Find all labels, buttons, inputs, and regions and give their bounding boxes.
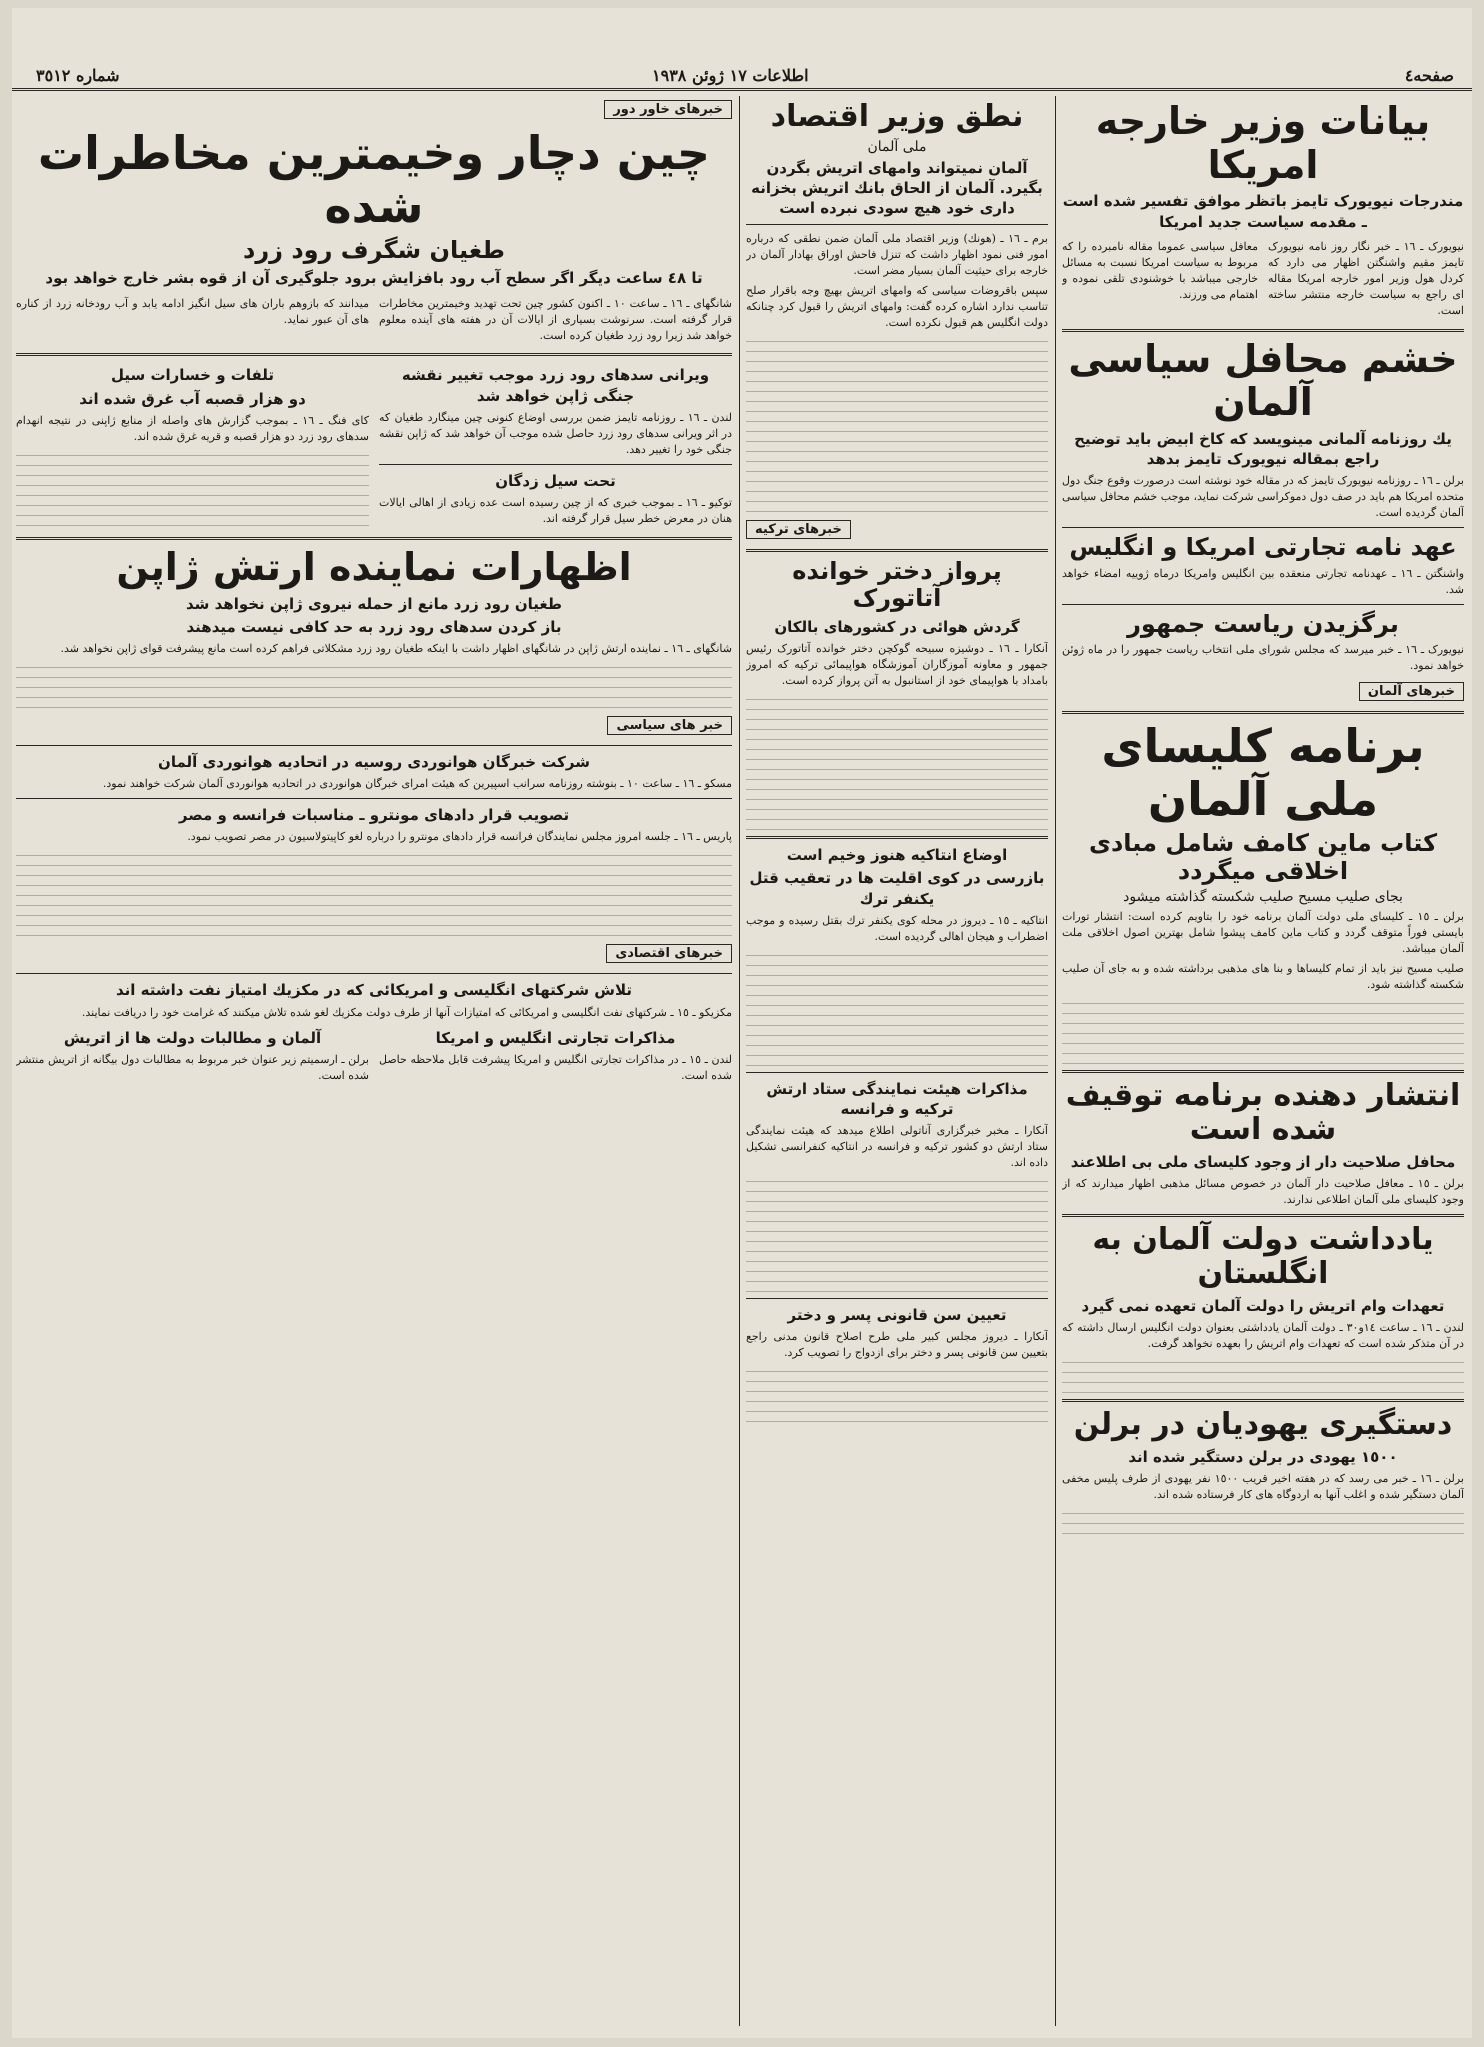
headline: یادداشت دولت آلمان به انگلستان	[1092, 1221, 1434, 1292]
headline: اوضاع انتاکیه هنوز وخیم است	[786, 846, 1008, 865]
newspaper-page	[12, 8, 1472, 2038]
paragraph: معافل سیاسی عموما مقاله نامبرده را که مربوط به سیاست امریکا نسبت به مسائل خارجی میباشد با خوشنودی تلقی نموده و اهتمام می ورزند.	[1062, 239, 1258, 301]
paragraph: آنکارا ـ مخبر خبرگزاری آناتولی اطلاع میدهد که هیئت نمایندگی ستاد ارتش دو کشور ترکیه و فرانسه در انتاکیه کنفرانسی تشکیل داده اند.	[746, 1124, 1048, 1170]
paragraph: نیویورک ـ ١٦ ـ خبر میرسد که مجلس شورای ملی انتخاب ریاست جمهور را در ماه ژوئن خواهد نمود.	[1062, 643, 1464, 673]
paragraph: آنکارا ـ ١٦ ـ دوشیزه سبیحه گوکچن دختر خوانده آتاتورک رئیس جمهور و معاونه آموزگاران آموزشگاه هواپیمائی ترکیه که امروز بامداد با هواپیمای خود از استانبول به آتن پرواز کرده است.	[746, 642, 1048, 688]
article-body	[16, 292, 732, 348]
paragraph: برلن ـ ١٥ ـ کلیسای ملی دولت آلمان برنامه خود را بتاویم کرده است: انتشار تورات بایستی فوراً متوقف گردد و کتاب ماین کامف پیشوا شامل بهترین اصول اخلاقی ملت آلمان میباشد.	[1062, 910, 1464, 956]
divider	[16, 353, 732, 356]
subheadline: طغیان رود زرد مانع از حمله نیروی ژاپن نخواهد شد	[186, 594, 562, 613]
paragraph: برلن ـ ١٥ ـ معافل صلاحیت دار آلمان در خصوص مسائل مذهبی اظهار میدارند که از وجود کلیسای ملی آلمان اطلاعی ندارند.	[1062, 1177, 1464, 1207]
subheadline: بازرسی در کوی اقلیت ها در تعقیب قتل یکنفر ترك	[749, 869, 1045, 908]
paragraph: میدانند که بازوهم باران های سیل انگیز ادامه یابد و آب رودخانه زرد از کناره های آن عبور نماید.	[16, 296, 369, 326]
subheadline: تعهدات وام اتریش را دولت آلمان تعهده نمی گیرد	[1081, 1296, 1445, 1315]
subheadline: ١٥٠٠ یهودی در برلن دستگیر شده اند	[1128, 1447, 1398, 1466]
text-lines	[746, 693, 1048, 830]
headline: انتشار دهنده برنامه توقیف شده است	[1065, 1077, 1461, 1148]
divider	[16, 745, 732, 746]
article-row	[16, 1025, 732, 1088]
paragraph: کای فنگ ـ ١٦ ـ بموجب گزارش های واصله از منابع ژاپنی در نتیجه انهدام سدهای رود زرد دو هزار قصبه و قریه غرق شده اند.	[16, 413, 369, 443]
paragraph: آنکارا ـ دیروز مجلس کبیر ملی طرح اصلاح قانون مدنی راجع بتعیین سن قانونی پسر و دختر برای ازدواج را تصویب کرد.	[746, 1330, 1048, 1360]
divider	[746, 836, 1048, 839]
headline: برنامه کلیسای ملی آلمان	[1101, 719, 1425, 827]
paragraph: شانگهای ـ ١٦ ـ نماینده ارتش ژاپن در شانگهای اظهار داشت با اینکه طغیان رود زرد مشکلاتی فراهم کرده است مانع پیشرفت قوای ژاپن نخواهد شد.	[60, 642, 732, 656]
section-label: خبرهای اقتصادی	[606, 944, 732, 963]
divider	[1062, 1399, 1464, 1402]
divider	[16, 973, 732, 974]
subheadline: محافل صلاحیت دار از وجود کلیسای ملی بی اطلاعند	[1070, 1152, 1456, 1171]
subheadline: کتاب ماین کامف شامل مبادی اخلاقی میگردد	[1088, 828, 1438, 885]
article-body	[1062, 235, 1464, 323]
headline: تلفات و خسارات سیل	[110, 366, 275, 385]
paragraph: برم ـ ١٦ ـ (هونك) وزیر اقتصاد ملی آلمان ضمن نطقی که درباره امور فنی نمود اظهار داشت که تنزل فاحش اوراق بهادار آلمان در خارجه برای حیثیت آلمان بسیار مضر است.	[746, 232, 1048, 278]
paragraph: توکیو ـ ١٦ ـ بموجب خبری که از چین رسیده است عده زیادی از اهالی ایالات هنان در معرض خطر سیل قرار گرفته اند.	[379, 496, 732, 525]
paragraph: مسکو ـ ١٦ ـ ساعت ١٠ ـ بنوشته روزنامه سرانب اسپیرین که هیئت امرای خبرگان هوانوردی در اتحادیه هوانوردی آلمان شرکت خواهند نمود.	[102, 777, 732, 791]
text-lines	[1062, 1356, 1464, 1393]
paragraph: برلن ـ ١٦ ـ خبر می رسد که در هفته اخیر قریب ١٥٠٠ نفر یهودی از طرف پلیس مخفی آلمان دستگیر شده و اغلب آنها به اردوگاه های کار فرستاده شده اند.	[1062, 1471, 1464, 1501]
text-lines	[16, 661, 732, 708]
subheadline: گردش هوائی در کشورهای بالکان	[774, 618, 1020, 637]
divider	[16, 798, 732, 799]
paragraph: سپس باقروضات سیاسی که وامهای اتریش بهیچ وجه باقرار صلح تناسب ندارد اشاره کرده گفت: وامهای اتریش را قبول کرد چنانکه دولت انگلیس هم قبول نکرده است.	[746, 284, 1048, 329]
divider	[746, 1072, 1048, 1073]
kicker: ملی آلمان	[867, 138, 927, 155]
headline: تعیین سن قانونی پسر و دختر	[787, 1306, 1007, 1325]
headline: مذاکرات هیئت نمایندگی ستاد ارتش ترکیه و فرانسه	[766, 1079, 1028, 1118]
headline: تلاش شرکتهای انگلیسی و امریکائی که در مکزیك امتیاز نفت داشته اند	[115, 981, 633, 1000]
headline: اظهارات نماینده ارتش ژاپن	[116, 544, 632, 589]
subheadline: آلمان نمیتواند وامهای اتریش بگردن بگیرد. آلمان از الحاق بانك اتریش بخزانه داری خود هیچ سودی نبرده است	[751, 158, 1043, 217]
headline: بیانات وزیر خارجه امریکا	[1095, 99, 1431, 187]
divider	[746, 224, 1048, 225]
text-lines	[746, 1175, 1048, 1292]
divider	[1062, 711, 1464, 714]
column-1	[1062, 96, 1464, 2026]
paragraph: لندن ـ ١٦ ـ روزنامه تایمز ضمن بررسی اوضاع کنونی چین مینگارد طغیان که در اثر ویرانی سدهای رود زرد حاصل شده موجب آن خواهد شد که ژاپن نقشه جنگی خود را تغییر دهد.	[379, 410, 732, 456]
headline: ویرانی سدهای رود زرد موجب تغییر نقشه جنگی ژاپن خواهد شد	[401, 366, 710, 405]
divider	[1062, 1070, 1464, 1073]
divider	[746, 549, 1048, 552]
kicker: باز کردن سدهای رود زرد به حد کافی نیست میدهند	[186, 617, 562, 636]
page-number: صفحه٤	[1404, 66, 1454, 85]
headline: خشم محافل سیاسی آلمان	[1068, 336, 1458, 425]
headline: دستگیری یهودیان در برلن	[1073, 1407, 1453, 1443]
divider	[1062, 1214, 1464, 1217]
paragraph: برلن ـ ارسمیتم زیر عنوان خبر مربوط به مطالبات دول بیگانه از اتریش منتشر شده است.	[16, 1052, 369, 1082]
paragraph: لندن ـ ١٦ ـ ساعت ١٤و٣٠ ـ دولت آلمان یادداشتی بعنوان دولت انگلیس ارسال داشته که در آن متذکر شده است که تعهدات وام اتریش را بعهده نخواهد گرفت.	[1062, 1321, 1464, 1351]
headline: تصویب قرار دادهای مونترو ـ مناسبات فرانسه و مصر	[178, 806, 570, 825]
date-line: اطلاعات ١٧ ژوئن ١٩٣٨	[652, 66, 809, 85]
column-rule	[739, 96, 740, 2026]
paragraph: پاریس ـ ١٦ ـ جلسه امروز مجلس نمایندگان فرانسه قرار دادهای مونترو را درباره لغو کاپیتولاسیون در مصر تصویب نمود.	[187, 830, 732, 844]
text-lines	[746, 949, 1048, 1066]
section-label: خبرهای آلمان	[1359, 682, 1464, 701]
headline: پرواز دختر خوانده آتاتورک	[792, 556, 1002, 613]
kicker: تا ٤٨ ساعت دیگر اگر سطح آب رود بافزایش برود جلوگیری آن از قوه بشر خارج خواهد بود	[45, 269, 703, 288]
text-lines	[746, 1365, 1048, 1422]
divider	[16, 537, 732, 540]
kicker: بجای صلیب مسیح صلیب شکسته گذاشته میشود	[1123, 889, 1403, 906]
paragraph: صلیب مسیح نیز باید از تمام کلیساها و بنا های مذهبی برداشته شده و به جای آن صلیب شکسته گذاشته شود.	[1062, 961, 1464, 991]
paragraph: انتاکیه ـ ١٥ ـ دیروز در محله کوی یکنفر ترك بقتل رسیده و موجب اضطراب و هیجان اهالی گردیده است.	[746, 913, 1048, 943]
headline: چین دچار وخیمترین مخاطرات شده	[37, 126, 711, 233]
paragraph: مکزیکو ـ ١٥ ـ شرکتهای نفت انگلیسی و امریکائی که امتیازات آنها از طرف دولت مکزیك لغو شده تلاش میکنند که غرامت خود را دریافت نمایند.	[81, 1005, 732, 1019]
paragraph: واشنگتن ـ ١٦ ـ عهدنامه تجارتی منعقده بین انگلیس وامریکا درماه ژوییه امضاء خواهد شد.	[1062, 566, 1464, 596]
text-lines	[16, 449, 369, 526]
section-label: خبرهای خاور دور	[604, 100, 732, 119]
headline: تحت سیل زدگان	[495, 471, 616, 490]
paragraph: شانگهای ـ ١٦ ـ ساعت ١٠ ـ اکنون کشور چین تحت تهدید وخیمترین مخاطرات قرار گرفته است. سرنوشت بسیاری از ایالات آن در هفته های آینده معلوم خواهد شد زیرا رود زرد طغیان کرده است.	[379, 296, 732, 342]
subheadline: یك روزنامه آلمانی مینویسد که کاخ ابیض باید توضیح راجع بمقاله نیویورک تایمز بدهد	[1074, 429, 1452, 469]
paragraph: نیویورک ـ ١٦ ـ خبر نگار روز نامه نیویورک تایمز مقیم واشنگتن اظهار می دارد که کردل هول وزیر امور خارجه امریکا مقاله ای راجع به سیاست خارجه منتشر ساخته است.	[1268, 239, 1464, 317]
headline: نطق وزیر اقتصاد	[770, 99, 1024, 134]
paragraph: برلن ـ ١٦ ـ روزنامه نیویورک تایمز که در مقاله خود نوشته است درصورت وقوع جنگ دول متحده امریکا هم باید در صف دول دموکراسی شرکت نماید، موجب خشم محافل سیاسی آلمان گردیده است.	[1062, 474, 1464, 520]
column-rule	[1055, 96, 1056, 2026]
masthead	[12, 8, 1472, 91]
subheadline: دو هزار قصبه آب غرق شده اند	[79, 389, 306, 408]
headline: عهد نامه تجارتی امریکا و انگلیس	[1069, 533, 1457, 562]
paragraph: لندن ـ ١٥ ـ در مذاکرات تجارتی انگلیس و امریکا پیشرفت قابل ملاحظه حاصل شده است.	[379, 1052, 732, 1082]
column-3	[16, 96, 732, 2026]
headline: برگزیدن ریاست جمهور	[1127, 609, 1399, 638]
column-2	[746, 96, 1048, 2026]
headline: شرکت خبرگان هوانوردی روسیه در اتحادیه هوانوردی آلمان	[158, 753, 590, 771]
subheadline: طغیان شگرف رود زرد	[243, 235, 505, 264]
section-label: خبر های سیاسی	[607, 716, 732, 735]
subheadline: مندرجات نیویورک تایمز باتظر موافق تفسیر شده است ـ مقدمه سیاست جدید امریکا	[1062, 192, 1464, 231]
issue-number: شماره ٣٥١٢	[36, 66, 120, 85]
divider	[1062, 329, 1464, 332]
article-row	[16, 362, 732, 530]
text-lines	[16, 849, 732, 936]
headline: مذاکرات تجارتی انگلیس و امریکا	[435, 1028, 676, 1047]
divider	[379, 464, 732, 465]
divider	[746, 1298, 1048, 1299]
text-lines	[1062, 1507, 1464, 1534]
section-label: خبرهای ترکیه	[746, 520, 851, 539]
divider	[1062, 527, 1464, 528]
text-lines	[1062, 997, 1464, 1064]
divider	[1062, 604, 1464, 605]
text-lines	[746, 335, 1048, 512]
headline: آلمان و مطالبات دولت ها از اتریش	[63, 1028, 322, 1047]
